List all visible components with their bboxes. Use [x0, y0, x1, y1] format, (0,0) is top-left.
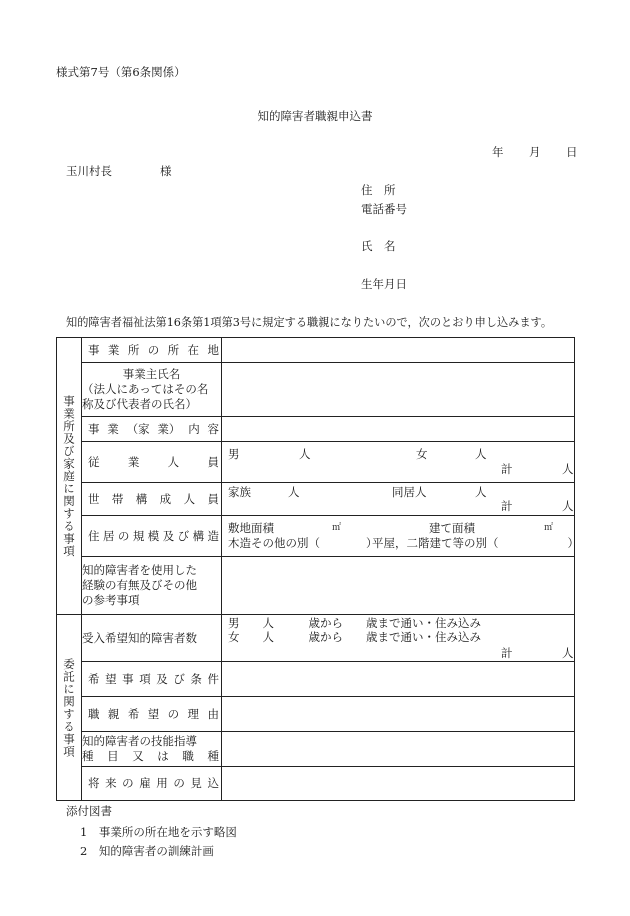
table-row — [57, 483, 575, 516]
table-row — [57, 662, 575, 697]
table-row — [57, 417, 575, 442]
date-day: 日 — [566, 145, 578, 159]
label-location: 事 業 所 の 所 在 地 — [82, 338, 222, 363]
household-field[interactable]: 家族 人 同居人 人 計 人 — [222, 483, 575, 516]
location-field[interactable] — [222, 338, 575, 363]
addressee-honorific: 様 — [160, 164, 172, 178]
label-owner: 事業主氏名 （法人にあってはその名 称及び代表者の氏名） — [82, 363, 222, 417]
table-row — [57, 338, 575, 363]
section-label: 事業所及び家庭に関する事項 — [62, 394, 76, 558]
table-row — [57, 557, 575, 615]
attachment-item: 2 知的障害者の訓練計画 — [80, 844, 214, 858]
label-reason: 職 親 希 望 の 理 由 — [82, 697, 222, 732]
page-title: 知的障害者職親申込書 — [257, 109, 373, 123]
section-label: 委託に関する事項 — [62, 657, 76, 758]
label-skill: 知的障害者の技能指導 種 目 又 は 職 種 — [82, 732, 222, 767]
housing-field[interactable]: 敷地面積 ㎡ 建て面積 ㎡ 木造その他の別（ ） 平屋，二階建て等の別（ ） — [222, 516, 575, 557]
form-number: 様式第7号（第6条関係） — [56, 65, 186, 79]
address-label: 住 所 — [361, 183, 396, 197]
section-company-household — [57, 338, 82, 615]
attachments-heading: 添付図書 — [66, 804, 112, 818]
addressee-name: 玉川村長 — [66, 164, 112, 178]
table-row — [57, 767, 575, 801]
employees-field[interactable]: 男 人 女 人 計 人 — [222, 442, 575, 483]
business-field[interactable] — [222, 417, 575, 442]
date-month: 月 — [529, 145, 541, 159]
table-row — [57, 516, 575, 557]
desired-count-field[interactable]: 男 人 歳から 歳まで通い・住み込み 女 人 歳から 歳まで通い・住み込み 計 人 — [222, 615, 575, 662]
label-business: 事 業 （家 業） 内 容 — [82, 417, 222, 442]
table-row — [57, 615, 575, 662]
outlook-field[interactable] — [222, 767, 575, 801]
section-consignment — [57, 615, 82, 801]
label-outlook: 将 来 の 雇 用 の 見 込 — [82, 767, 222, 801]
birthdate-label: 生年月日 — [361, 277, 407, 291]
skill-field[interactable] — [222, 732, 575, 767]
experience-field[interactable] — [222, 557, 575, 615]
date-year: 年 — [492, 145, 504, 159]
attachment-item: 1 事業所の所在地を示す略図 — [80, 825, 237, 839]
table-row — [57, 442, 575, 483]
label-housing: 住 居 の 規 模 及 び 構 造 — [82, 516, 222, 557]
label-employees: 従 業 人 員 — [82, 442, 222, 483]
label-household: 世 帯 構 成 人 員 — [82, 483, 222, 516]
table-row — [57, 697, 575, 732]
table-row — [57, 732, 575, 767]
label-desired-count: 受入希望知的障害者数 — [82, 615, 222, 662]
application-table — [56, 337, 579, 801]
table-row — [57, 363, 575, 417]
owner-field[interactable] — [222, 363, 575, 417]
label-experience: 知的障害者を使用した 経験の有無及びその他 の参考事項 — [82, 557, 222, 615]
name-label: 氏 名 — [361, 239, 396, 253]
conditions-field[interactable] — [222, 662, 575, 697]
phone-label: 電話番号 — [361, 202, 407, 216]
label-conditions: 希 望 事 項 及 び 条 件 — [82, 662, 222, 697]
intro-text: 知的障害者福祉法第16条第1項第3号に規定する職親になりたいので，次のとおり申し込みます。 — [66, 316, 553, 329]
reason-field[interactable] — [222, 697, 575, 732]
